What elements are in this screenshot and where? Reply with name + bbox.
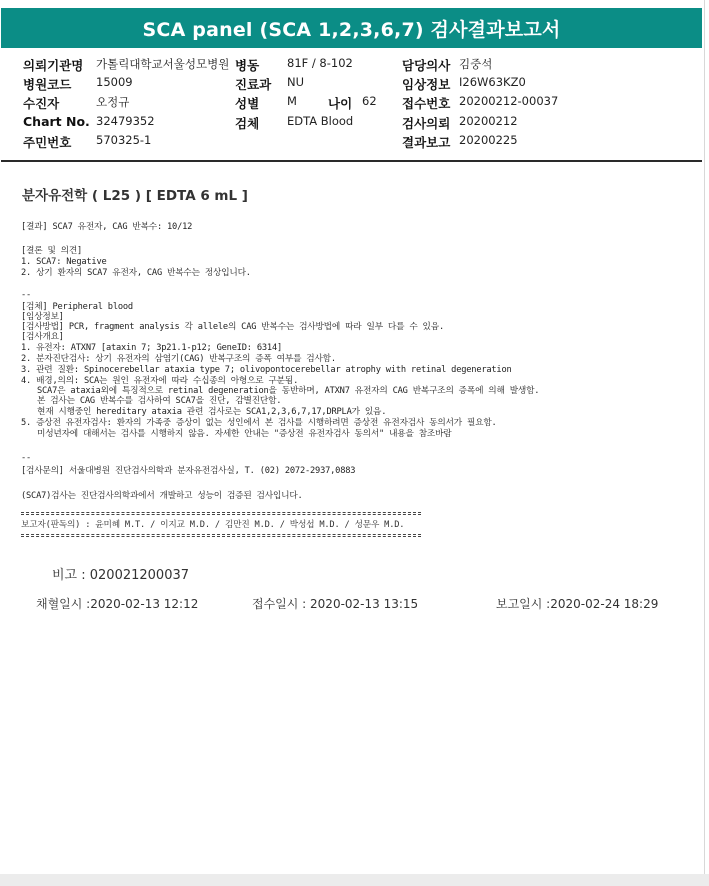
- clinical-info-value: I26W63KZ0: [459, 75, 526, 89]
- receipt-datetime: 접수일시 : 2020-02-13 13:15: [252, 597, 419, 611]
- info-row-2: [1, 75, 702, 93]
- report-line: 4. 배경,의의: SCA는 원인 유전자에 따라 수십종의 아형으로 구분됨.: [21, 376, 299, 386]
- request-date-value: 20200212: [459, 114, 518, 128]
- patient-value: 오정규: [96, 95, 130, 109]
- ward-label: 병동: [235, 58, 260, 73]
- sex-label: 성별: [235, 96, 260, 111]
- report-line: 1. 유전자: ATXN7 [ataxin 7; 3p21.1-p12; GeneID: 6314]: [21, 343, 283, 353]
- receipt-no-value: 20200212-00037: [459, 94, 559, 108]
- info-row-5: [1, 133, 702, 151]
- age-label: 나이: [328, 96, 353, 111]
- specimen-label: 검체: [235, 116, 260, 131]
- report-line: 2. 분자진단검사: 상기 유전자의 삼염기(CAG) 반복구조의 증폭 여부를 검사함.: [21, 354, 336, 364]
- specimen-value: EDTA Blood: [287, 114, 354, 128]
- report-line: 3. 관련 질환: Spinocerebellar ataxia type 7; olivopontocerebellar atrophy with retinal degeneration: [21, 365, 512, 375]
- collection-datetime: 채혈일시 :2020-02-13 12:12: [36, 597, 199, 611]
- patient-label: 수진자: [23, 96, 60, 111]
- chart-value: 32479352: [96, 114, 155, 128]
- institution-label: 의뢰기관명: [23, 58, 84, 73]
- doctor-label: 담당의사: [402, 58, 451, 73]
- note-line: 비고 : 020021200037: [52, 568, 190, 583]
- report-datetime: 보고일시 :2020-02-24 18:29: [496, 597, 659, 611]
- dept-label: 진료과: [235, 77, 272, 92]
- hospital-code-value: 15009: [96, 75, 133, 89]
- report-line: [검체] Peripheral blood: [21, 302, 133, 312]
- report-line: [검사문의] 서울대병원 진단검사의학과 분자유전검사실, T. (02) 2072-2937,0883: [21, 466, 356, 476]
- report-line: 1. SCA7: Negative: [21, 257, 107, 267]
- report-line: 미성년자에 대해서는 검사를 시행하지 않음. 자세한 안내는 "증상전 유전자검사 동의서" 내용을 참조바람: [37, 429, 452, 439]
- doctor-value: 김중석: [459, 57, 493, 71]
- age-value: 62: [362, 94, 377, 108]
- clinical-info-label: 임상정보: [402, 77, 451, 92]
- info-row-4: [1, 114, 702, 132]
- report-line: 5. 증상전 유전자검사: 환자의 가족중 증상이 없는 성인에서 본 검사를 시행하려면 증상전 유전자검사 동의서가 필요함.: [21, 418, 497, 428]
- info-row-1: [1, 56, 702, 74]
- report-line: 현재 시행중인 hereditary ataxia 관련 검사로는 SCA1,2,3,6,7,17,DRPLA가 있음.: [37, 407, 387, 417]
- divider: [21, 534, 421, 535]
- report-line: [검사개요]: [21, 332, 64, 342]
- id-label: 주민번호: [23, 135, 72, 150]
- report-date-label: 결과보고: [402, 135, 451, 150]
- divider: [21, 512, 421, 513]
- reporters-line: 보고자(판독의) : 윤미혜 M.T. / 이지교 M.D. / 김만진 M.D. / 박성섭 M.D. / 성문우 M.D.: [21, 520, 405, 530]
- divider: [21, 536, 421, 537]
- sex-value: M: [287, 94, 297, 108]
- hospital-code-label: 병원코드: [23, 77, 72, 92]
- receipt-no-label: 접수번호: [402, 96, 451, 111]
- report-line: (SCA7)검사는 진단검사의학과에서 개발하고 성능이 검증된 검사입니다.: [21, 491, 303, 501]
- report-line: [임상정보]: [21, 312, 64, 322]
- request-date-label: 검사의뢰: [402, 116, 451, 131]
- patient-info-box: [1, 52, 702, 162]
- id-value: 570325-1: [96, 133, 152, 147]
- info-row-3: [1, 94, 702, 112]
- divider: [21, 514, 421, 515]
- bottom-strip: [0, 874, 709, 886]
- report-line: 본 검사는 CAG 반복수를 검사하여 SCA7을 진단, 감별진단함.: [37, 396, 282, 406]
- report-line: 2. 상기 환자의 SCA7 유전자, CAG 반복수는 정상입니다.: [21, 268, 251, 278]
- dept-value: NU: [287, 75, 305, 89]
- chart-label: Chart No.: [23, 114, 90, 129]
- report-line: --: [21, 290, 32, 300]
- report-line: SCA7은 ataxia외에 특징적으로 retinal degeneration을 동반하며, ATXN7 유전자의 CAG 반복구조의 증폭에 의해 발생함.: [37, 386, 540, 396]
- report-title: SCA panel (SCA 1,2,3,6,7) 검사결과보고서: [1, 8, 702, 48]
- report-line: --: [21, 453, 32, 463]
- report-line: [검사방법] PCR, fragment analysis 각 allele의 CAG 반복수는 검사방법에 따라 일부 다를 수 있음.: [21, 322, 444, 332]
- report-line: [결과] SCA7 유전자, CAG 반복수: 10/12: [21, 222, 193, 232]
- ward-value: 81F / 8-102: [287, 56, 353, 70]
- section-title: 분자유전학 ( L25 ) [ EDTA 6 mL ]: [22, 188, 248, 204]
- institution-value: 가톨릭대학교서울성모병원: [96, 57, 230, 71]
- report-line: [결론 및 의견]: [21, 246, 83, 256]
- report-date-value: 20200225: [459, 133, 518, 147]
